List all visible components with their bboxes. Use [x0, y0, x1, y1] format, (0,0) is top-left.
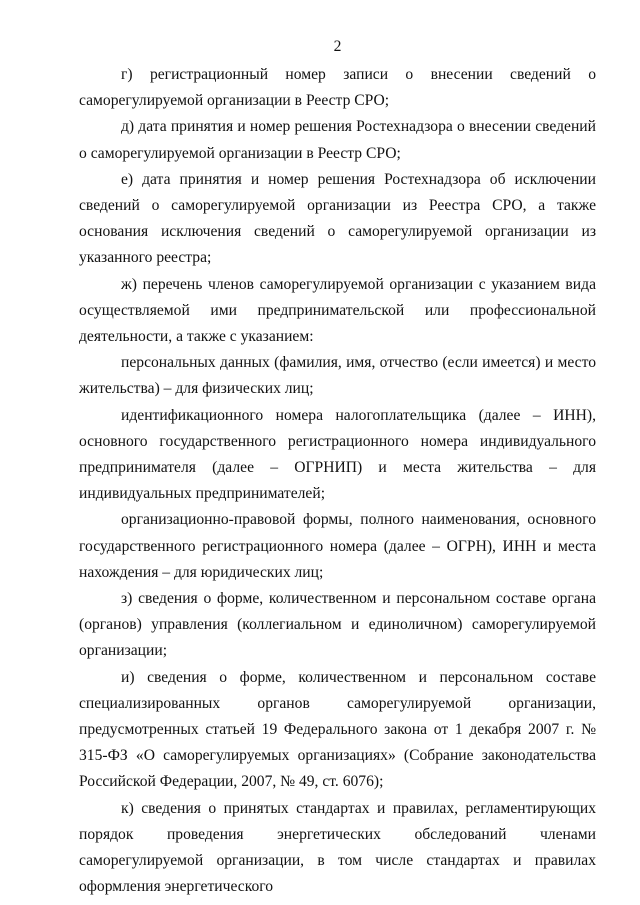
paragraph-i: и) сведения о форме, количественном и персональном составе специализированных органов саморегулируемой организации, предусмотренных статьей 19 Федерального закона от 1 декабря 2007 г. № 315-ФЗ «О саморегулируемых организациях» (Собрание законодательства Российской Федерации, 2007, № 49, ст. 6076); [79, 668, 596, 791]
paragraph-inn: идентификационного номера налогоплательщика (далее – ИНН), основного государственного регистрационного номера индивидуального предпринимателя (далее – ОГРНИП) и места жительства – для индивидуальных предпринимателей; [79, 406, 596, 503]
paragraph-d: д) дата принятия и номер решения Ростехнадзора о внесении сведений о саморегулируемой организации в Реестр СРО; [79, 118, 596, 162]
paragraph-personal-data: персональных данных (фамилия, имя, отчество (если имеется) и место жительства) – для физических лиц; [79, 354, 596, 398]
paragraph-z: з) сведения о форме, количественном и персональном составе органа (органов) управления (коллегиальном и единоличном) саморегулируемой организации; [79, 590, 596, 660]
paragraph-k: к) сведения о принятых стандартах и правилах, регламентирующих порядок проведения энергетических обследований членами саморегулируемой организации, в том числе стандартах и правилах оформления энергетического [79, 799, 596, 896]
paragraph-zh: ж) перечень членов саморегулируемой организации с указанием вида осуществляемой ими предпринимательской или профессиональной деятельности, а также с указанием: [79, 275, 596, 346]
paragraph-legal-entities: организационно-правовой формы, полного наименования, основного государственного регистрационного номера (далее – ОГРН), ИНН и места нахождения – для юридических лиц; [79, 511, 596, 581]
paragraph-e: е) дата принятия и номер решения Ростехнадзора об исключении сведений о саморегулируемой организации из Реестра СРО, а также основания исключения сведений о саморегулируемой организации из указанного реестра; [79, 170, 596, 267]
paragraph-g: г) регистрационный номер записи о внесении сведений о саморегулируемой организации в Реестр СРО; [79, 66, 596, 110]
page-number: 2 [333, 38, 342, 55]
